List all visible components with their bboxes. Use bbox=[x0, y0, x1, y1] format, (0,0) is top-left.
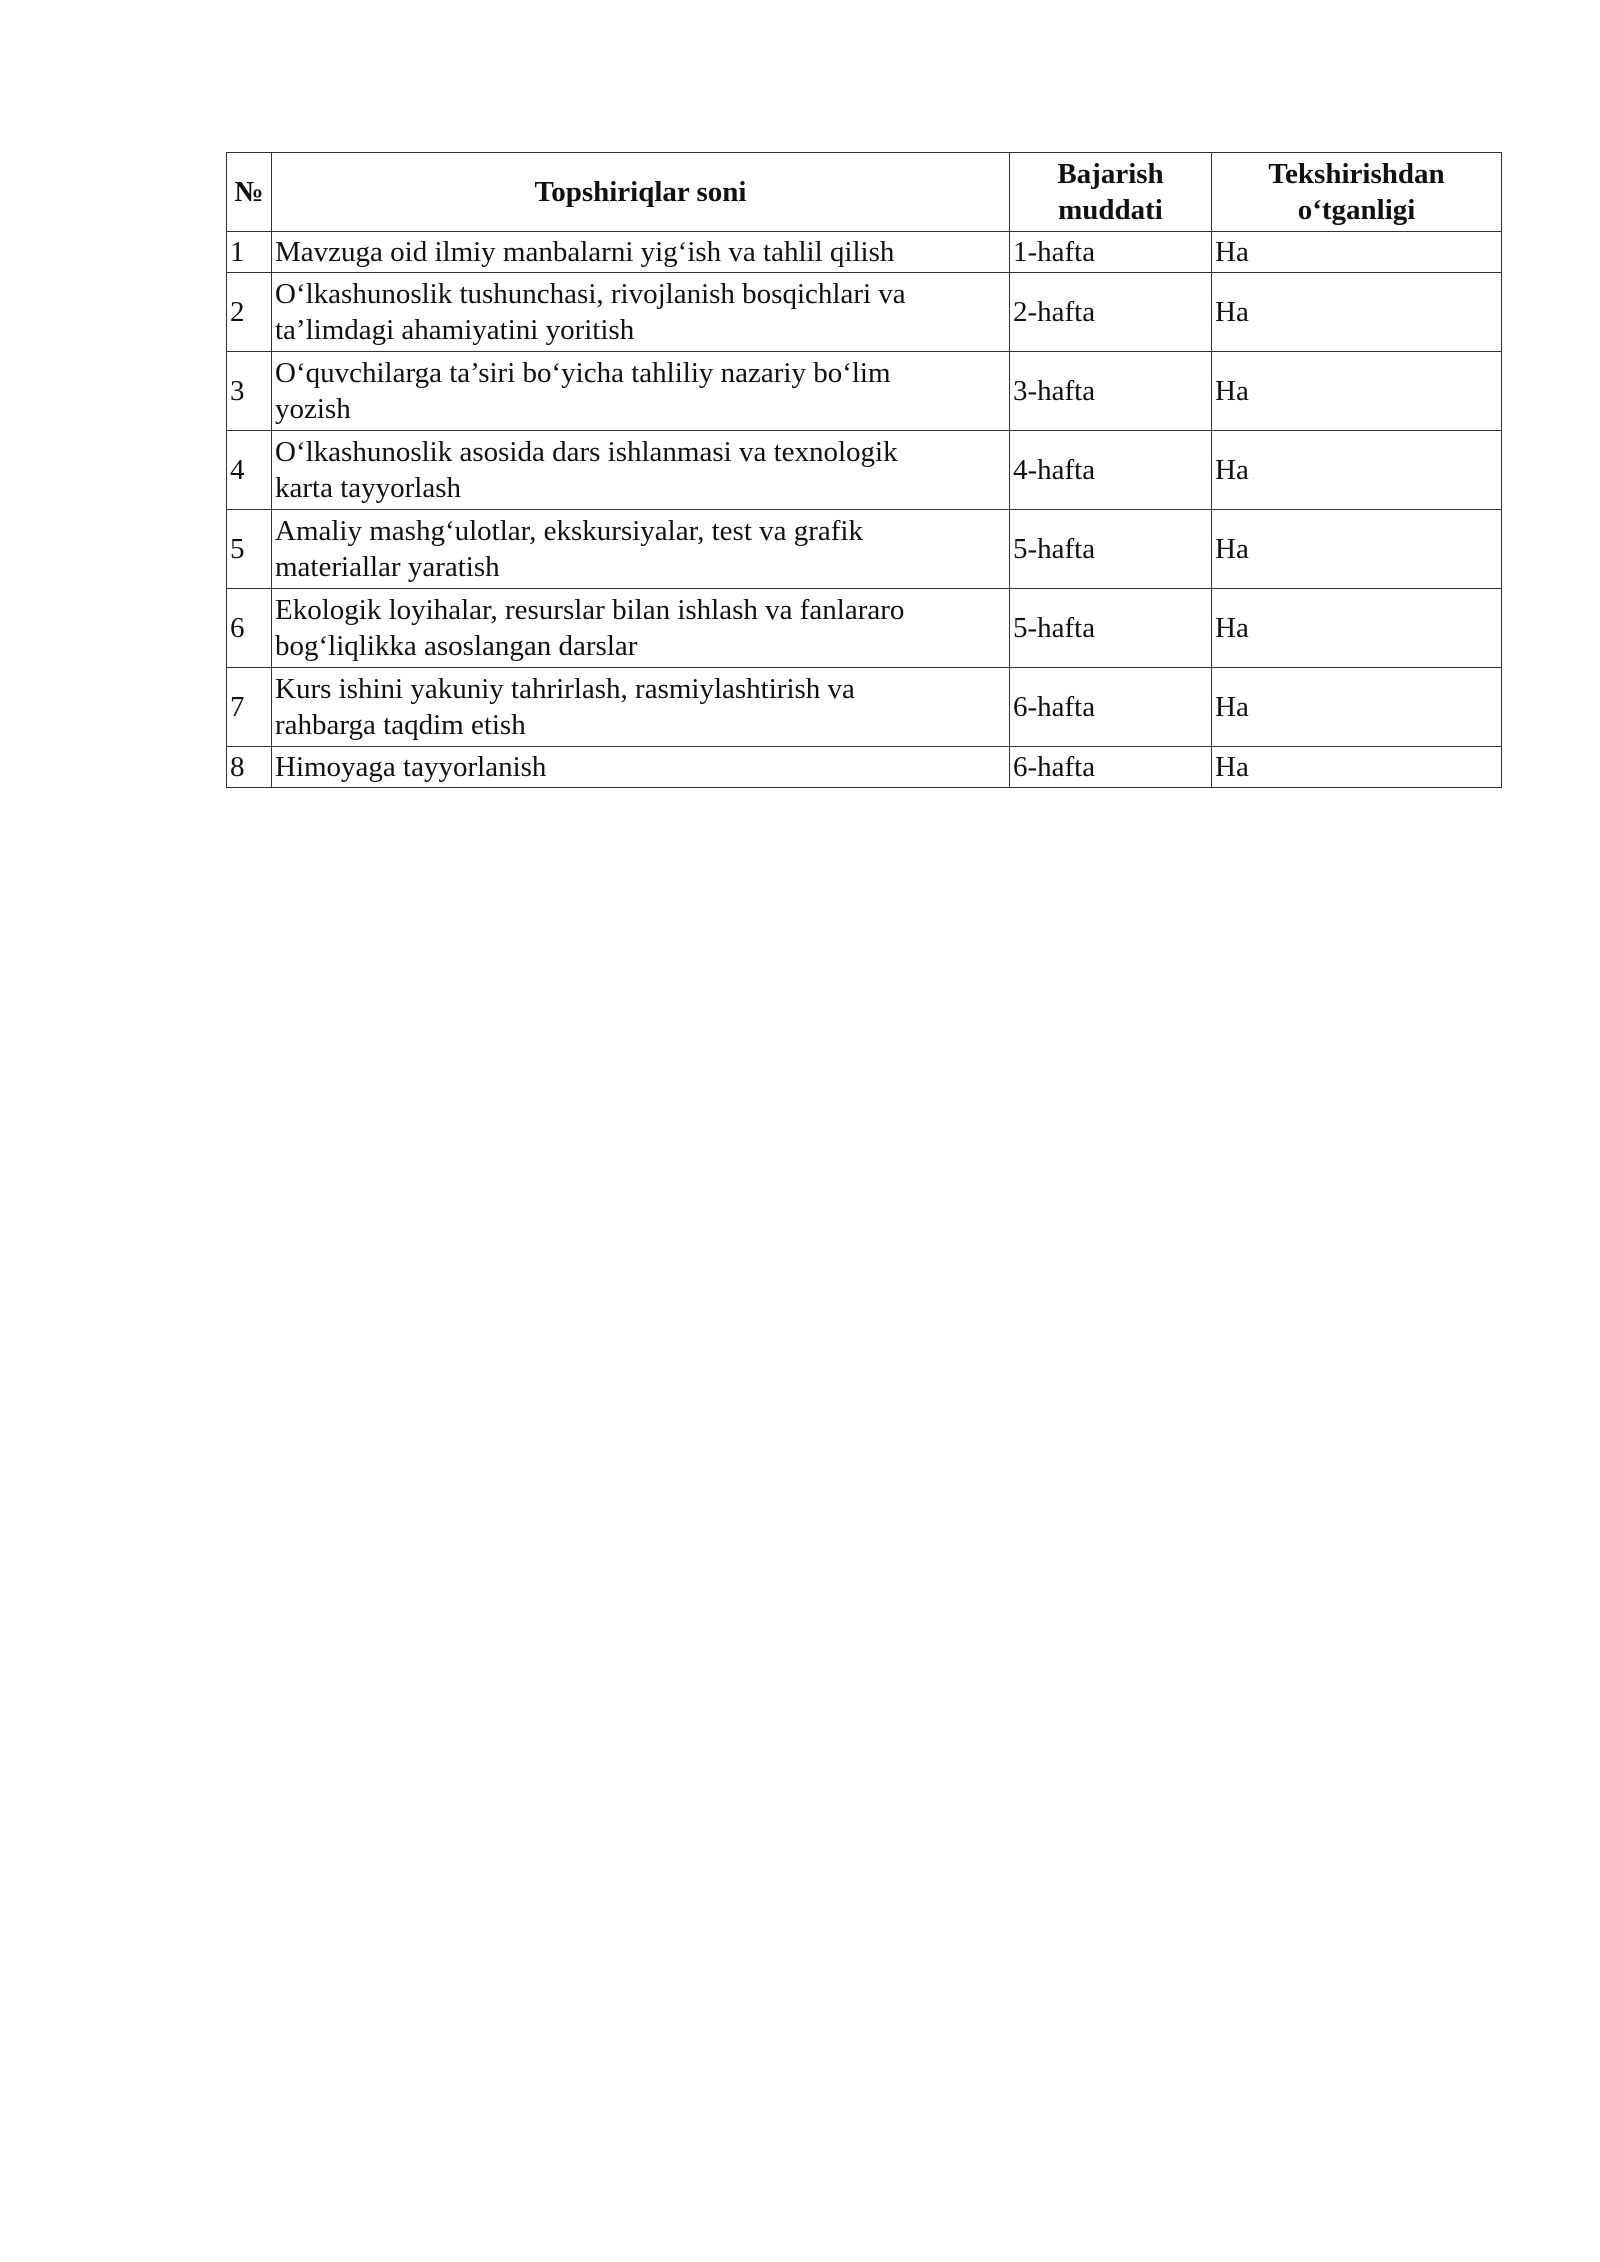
row-term: 5-hafta bbox=[1010, 510, 1212, 589]
row-task-line1: O‘lkashunoslik asosida dars ishlanmasi va texnologik bbox=[275, 436, 898, 468]
row-task bbox=[272, 431, 1010, 510]
table-row bbox=[227, 232, 1502, 273]
row-task-line1: O‘quvchilarga ta’siri bo‘yicha tahliliy nazariy bo‘lim bbox=[275, 357, 891, 389]
row-term: 6-hafta bbox=[1010, 668, 1212, 747]
row-term: 6-hafta bbox=[1010, 747, 1212, 788]
header-check bbox=[1212, 153, 1502, 232]
row-term: 1-hafta bbox=[1010, 232, 1212, 273]
row-check: Ha bbox=[1212, 431, 1502, 510]
header-check-line1: Tekshirishdan bbox=[1268, 158, 1445, 190]
header-term bbox=[1010, 153, 1212, 232]
row-number: 5 bbox=[227, 510, 272, 589]
header-tasks: Topshiriqlar soni bbox=[272, 153, 1010, 232]
row-task-line1: O‘lkashunoslik tushunchasi, rivojlanish bosqichlari va bbox=[275, 278, 906, 310]
row-term: 2-hafta bbox=[1010, 273, 1212, 352]
row-check: Ha bbox=[1212, 510, 1502, 589]
row-task-line1: Amaliy mashg‘ulotlar, ekskursiyalar, test va grafik bbox=[275, 515, 863, 547]
row-term: 3-hafta bbox=[1010, 352, 1212, 431]
row-task bbox=[272, 747, 1010, 788]
row-task bbox=[272, 232, 1010, 273]
row-check: Ha bbox=[1212, 232, 1502, 273]
row-check: Ha bbox=[1212, 747, 1502, 788]
table-row bbox=[227, 273, 1502, 352]
row-number: 2 bbox=[227, 273, 272, 352]
row-check: Ha bbox=[1212, 352, 1502, 431]
row-check: Ha bbox=[1212, 589, 1502, 668]
table-row bbox=[227, 431, 1502, 510]
table-row bbox=[227, 589, 1502, 668]
row-task-line1: Himoyaga tayyorlanish bbox=[275, 751, 547, 783]
row-task bbox=[272, 352, 1010, 431]
table-row bbox=[227, 668, 1502, 747]
header-check-line2: o‘tganligi bbox=[1297, 194, 1416, 226]
row-task-line1: Mavzuga oid ilmiy manbalarni yig‘ish va tahlil qilish bbox=[275, 236, 895, 268]
row-task-line2: materiallar yaratish bbox=[275, 551, 500, 583]
tasks-table bbox=[226, 152, 1502, 788]
header-number: № bbox=[227, 153, 272, 232]
table-row bbox=[227, 510, 1502, 589]
row-task-line2: rahbarga taqdim etish bbox=[275, 709, 526, 741]
header-term-line1: Bajarish bbox=[1057, 158, 1164, 190]
row-task bbox=[272, 510, 1010, 589]
row-task-line2: yozish bbox=[275, 393, 351, 425]
row-task-line2: ta’limdagi ahamiyatini yoritish bbox=[275, 314, 635, 346]
table-row bbox=[227, 747, 1502, 788]
row-number: 7 bbox=[227, 668, 272, 747]
header-term-line2: muddati bbox=[1058, 194, 1163, 226]
row-task-line2: bog‘liqlikka asoslangan darslar bbox=[275, 630, 638, 662]
row-check: Ha bbox=[1212, 668, 1502, 747]
row-number: 3 bbox=[227, 352, 272, 431]
row-task-line2: karta tayyorlash bbox=[275, 472, 462, 504]
table-row bbox=[227, 352, 1502, 431]
table-header-row bbox=[227, 153, 1502, 232]
row-number: 1 bbox=[227, 232, 272, 273]
row-task-line1: Kurs ishini yakuniy tahrirlash, rasmiylashtirish va bbox=[275, 673, 855, 705]
row-task bbox=[272, 273, 1010, 352]
row-task bbox=[272, 668, 1010, 747]
row-number: 8 bbox=[227, 747, 272, 788]
row-term: 4-hafta bbox=[1010, 431, 1212, 510]
row-number: 6 bbox=[227, 589, 272, 668]
row-number: 4 bbox=[227, 431, 272, 510]
row-check: Ha bbox=[1212, 273, 1502, 352]
row-task-line1: Ekologik loyihalar, resurslar bilan ishlash va fanlararo bbox=[275, 594, 905, 626]
row-term: 5-hafta bbox=[1010, 589, 1212, 668]
row-task bbox=[272, 589, 1010, 668]
